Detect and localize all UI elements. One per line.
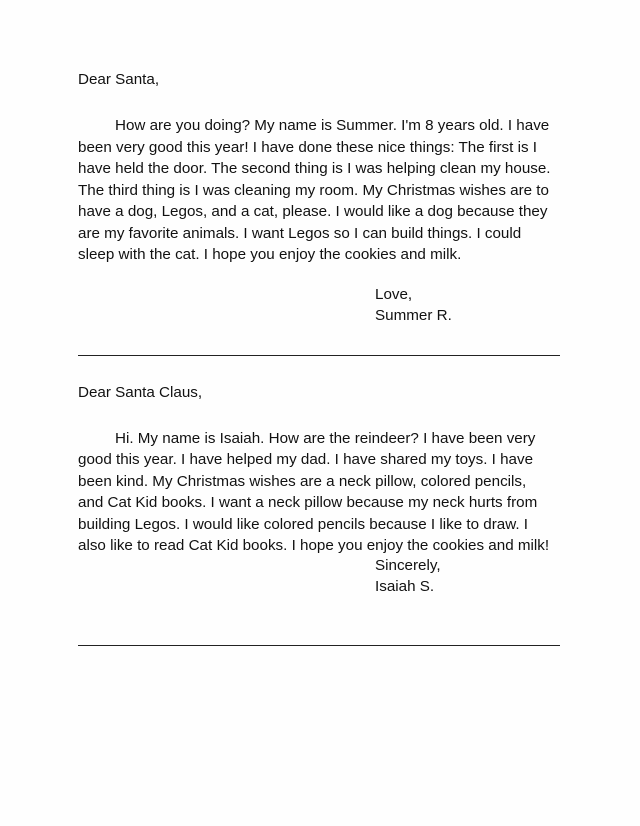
divider-line [78,645,560,646]
body-line: have held the door. The second thing is I was helping clean my house. [78,160,551,177]
body-line: have a dog, Legos, and a cat, please. I would like a dog because they [78,203,548,220]
signature: Isaiah S. [375,578,435,595]
body-line: The third thing is I was cleaning my room. My Christmas wishes are to [78,182,549,199]
divider-line [78,355,560,356]
body-line: building Legos. I would like colored pencils because I like to draw. I [78,516,528,533]
body-line: also like to read Cat Kid books. I hope you enjoy the cookies and milk! [78,537,550,554]
body-line: and Cat Kid books. I want a neck pillow because my neck hurts from [78,494,538,511]
body-line: been very good this year! I have done these nice things: The first is I [78,139,537,156]
body-line: sleep with the cat. I hope you enjoy the cookies and milk. [78,246,462,263]
closing: Love, [375,286,413,303]
body-line: good this year. I have helped my dad. I have shared my toys. I have [78,451,534,468]
body-line: are my favorite animals. I want Legos so I can build things. I could [78,225,522,242]
body-line: Hi. My name is Isaiah. How are the reindeer? I have been very [115,430,536,447]
closing: Sincerely, [375,557,441,574]
signature: Summer R. [375,307,452,324]
body-line: been kind. My Christmas wishes are a neck pillow, colored pencils, [78,473,527,490]
salutation: Dear Santa Claus, [78,384,203,401]
salutation: Dear Santa, [78,71,160,88]
body-line: How are you doing? My name is Summer. I'm 8 years old. I have [115,117,550,134]
